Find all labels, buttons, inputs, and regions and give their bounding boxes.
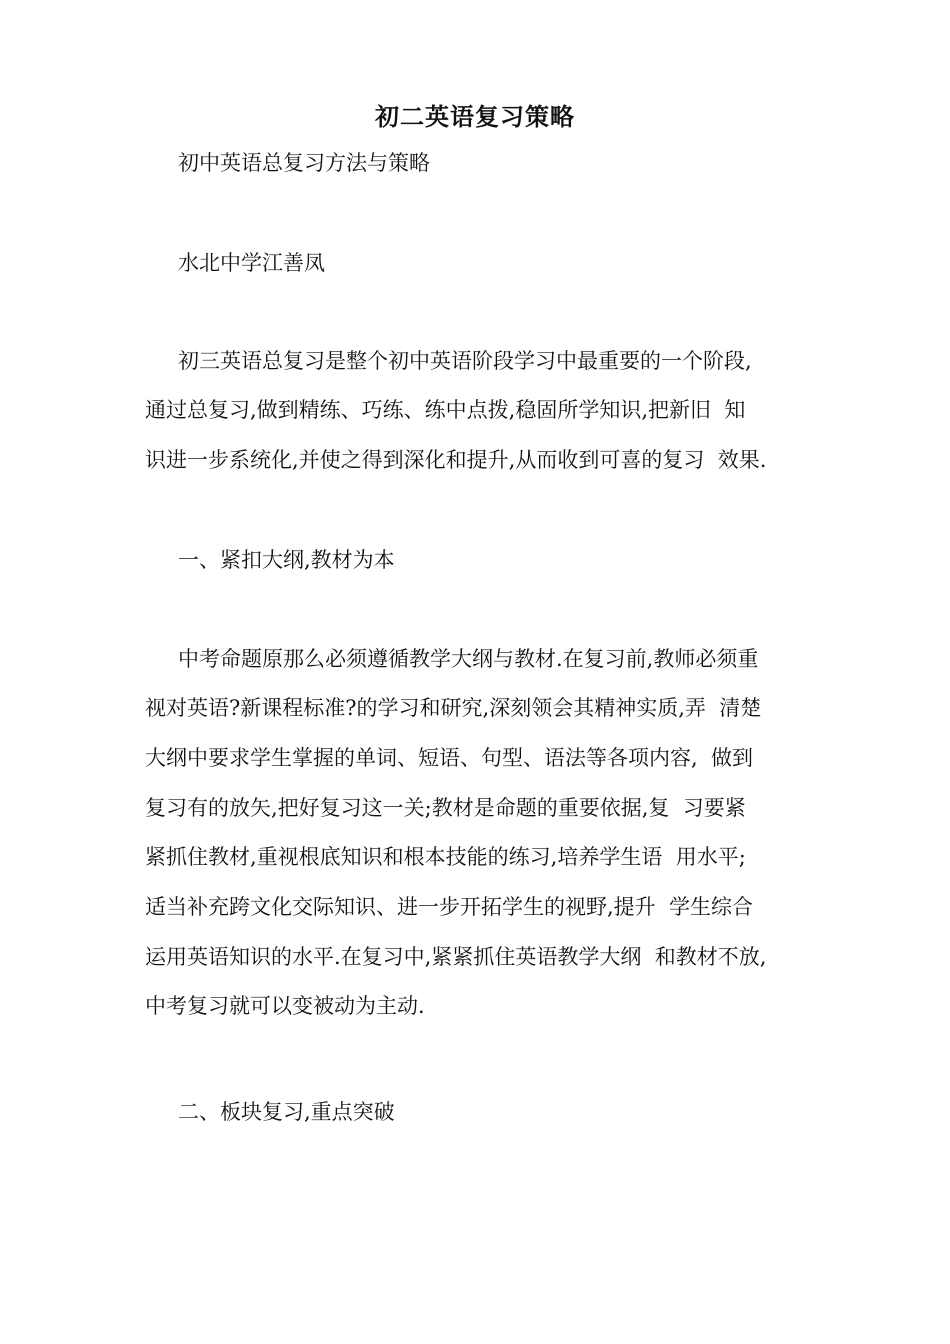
paragraph-line: 视对英语?新课程标准?的学习和研究,深刻领会其精神实质,弄 清楚 [145,696,762,720]
paragraph-line: 初三英语总复习是整个初中英语阶段学习中最重要的一个阶段, [178,349,752,373]
document-subtitle: 初中英语总复习方法与策略 [178,151,430,175]
paragraph-line: 识进一步系统化,并使之得到深化和提升,从而收到可喜的复习 效果. [145,448,767,472]
author-line: 水北中学江善凤 [178,251,325,275]
paragraph-line: 紧抓住教材,重视根底知识和根本技能的练习,培养学生语 用水平; [145,845,746,869]
paragraph-line: 复习有的放矢,把好复习这一关;教材是命题的重要依据,复 习要紧 [145,796,746,820]
section-heading: 二、板块复习,重点突破 [178,1100,395,1124]
paragraph-line: 运用英语知识的水平.在复习中,紧紧抓住英语教学大纲 和教材不放, [145,945,767,969]
document-title: 初二英语复习策略 [375,102,575,131]
paragraph-line: 大纲中要求学生掌握的单词、短语、句型、语法等各项内容, 做到 [145,746,754,770]
paragraph-line: 中考复习就可以变被动为主动. [145,994,425,1018]
section-heading: 一、紧扣大纲,教材为本 [178,548,395,572]
paragraph-line: 适当补充跨文化交际知识、进一步开拓学生的视野,提升 学生综合 [145,895,754,919]
paragraph-line: 通过总复习,做到精练、巧练、练中点拨,稳固所学知识,把新旧 知 [145,398,746,422]
paragraph-line: 中考命题原那么必须遵循教学大纲与教材.在复习前,教师必须重 [178,647,759,671]
